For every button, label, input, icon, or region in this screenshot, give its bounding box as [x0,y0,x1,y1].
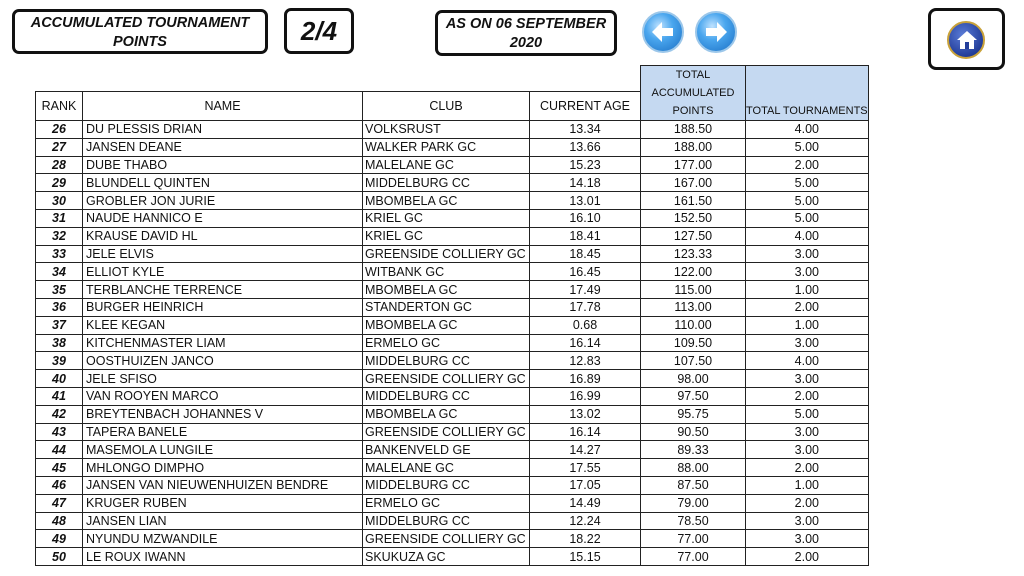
name-cell: JELE ELVIS [83,245,363,263]
table-row [36,441,869,459]
club-cell: MIDDELBURG CC [363,174,530,192]
pts-cell: 90.50 [641,423,746,441]
name-cell: MHLONGO DIMPHO [83,459,363,477]
title-line-1: ACCUMULATED TOURNAMENT [30,15,250,31]
age-cell: 0.68 [530,316,641,334]
table-row [36,494,869,512]
table-row [36,423,869,441]
table-row [36,121,869,139]
tournaments-header [746,66,869,121]
pts-cell: 77.00 [641,548,746,566]
pts-cell: 123.33 [641,245,746,263]
tour-cell: 1.00 [746,476,869,494]
table-row [36,370,869,388]
tour-cell: 4.00 [746,121,869,139]
tour-cell: 3.00 [746,263,869,281]
date-line-1: AS ON 06 SEPTEMBER [445,16,607,32]
rank-cell: 28 [36,156,83,174]
club-header: CLUB [363,92,530,121]
points-header [641,66,746,121]
rank-header: RANK [36,92,83,121]
table-row [36,245,869,263]
pts-cell: 109.50 [641,334,746,352]
right-arrow-icon [703,19,729,45]
tour-cell: 3.00 [746,245,869,263]
name-cell: LE ROUX IWANN [83,548,363,566]
age-cell: 15.23 [530,156,641,174]
tour-cell: 2.00 [746,298,869,316]
previous-page-button[interactable] [642,11,684,53]
rank-cell: 39 [36,352,83,370]
name-cell: NAUDE HANNICO E [83,209,363,227]
name-header: NAME [83,92,363,121]
age-cell: 17.49 [530,281,641,299]
rank-cell: 35 [36,281,83,299]
name-cell: NYUNDU MZWANDILE [83,530,363,548]
tour-cell: 2.00 [746,548,869,566]
rank-cell: 41 [36,387,83,405]
table-row [36,476,869,494]
tour-cell: 3.00 [746,334,869,352]
name-cell: JANSEN VAN NIEUWENHUIZEN BENDRE [83,476,363,494]
pts-cell: 87.50 [641,476,746,494]
tour-cell: 2.00 [746,494,869,512]
tour-cell: 5.00 [746,209,869,227]
rank-cell: 30 [36,192,83,210]
name-cell: TAPERA BANELE [83,423,363,441]
table-row [36,298,869,316]
name-cell: JELE SFISO [83,370,363,388]
club-cell: KRIEL GC [363,209,530,227]
club-cell: ERMELO GC [363,494,530,512]
name-cell: TERBLANCHE TERRENCE [83,281,363,299]
age-cell: 17.55 [530,459,641,477]
points-header-line-2: ACCUMULATED [651,87,735,99]
next-page-button[interactable] [695,11,737,53]
age-cell: 12.83 [530,352,641,370]
title-box [12,9,268,54]
rank-cell: 38 [36,334,83,352]
table-row [36,209,869,227]
club-cell: WITBANK GC [363,263,530,281]
tour-cell: 1.00 [746,281,869,299]
club-cell: BANKENVELD GE [363,441,530,459]
tour-cell: 2.00 [746,387,869,405]
points-header-line-1: TOTAL [675,69,711,81]
rank-cell: 31 [36,209,83,227]
home-circle [947,21,985,59]
club-cell: STANDERTON GC [363,298,530,316]
page-indicator: 2/4 [284,8,354,54]
tour-cell: 5.00 [746,138,869,156]
age-cell: 16.14 [530,334,641,352]
club-cell: MBOMBELA GC [363,316,530,334]
points-table [35,65,869,566]
age-cell: 16.10 [530,209,641,227]
rank-cell: 48 [36,512,83,530]
name-cell: ELLIOT KYLE [83,263,363,281]
table-row [36,512,869,530]
club-cell: MBOMBELA GC [363,405,530,423]
name-cell: KITCHENMASTER LIAM [83,334,363,352]
table-row [36,174,869,192]
table-row [36,263,869,281]
home-button[interactable] [928,8,1005,70]
table-row [36,192,869,210]
name-cell: KRUGER RUBEN [83,494,363,512]
age-cell: 14.49 [530,494,641,512]
pts-cell: 88.00 [641,459,746,477]
pts-cell: 161.50 [641,192,746,210]
name-cell: BLUNDELL QUINTEN [83,174,363,192]
age-cell: 13.01 [530,192,641,210]
rank-cell: 44 [36,441,83,459]
rank-cell: 42 [36,405,83,423]
age-cell: 13.66 [530,138,641,156]
pts-cell: 110.00 [641,316,746,334]
home-icon [955,28,979,52]
tour-cell: 5.00 [746,174,869,192]
club-cell: GREENSIDE COLLIERY GC [363,245,530,263]
table-row [36,281,869,299]
pts-cell: 152.50 [641,209,746,227]
name-cell: KLEE KEGAN [83,316,363,334]
pts-cell: 113.00 [641,298,746,316]
name-cell: GROBLER JON JURIE [83,192,363,210]
tour-cell: 3.00 [746,512,869,530]
pts-cell: 98.00 [641,370,746,388]
tour-cell: 3.00 [746,530,869,548]
age-cell: 16.89 [530,370,641,388]
tour-cell: 2.00 [746,156,869,174]
rank-cell: 40 [36,370,83,388]
tour-cell: 5.00 [746,405,869,423]
rank-cell: 49 [36,530,83,548]
rank-cell: 43 [36,423,83,441]
pts-cell: 188.50 [641,121,746,139]
age-header: CURRENT AGE [530,92,641,121]
pts-cell: 89.33 [641,441,746,459]
table-row [36,138,869,156]
name-cell: DU PLESSIS DRIAN [83,121,363,139]
name-cell: JANSEN LIAN [83,512,363,530]
pts-cell: 107.50 [641,352,746,370]
name-cell: OOSTHUIZEN JANCO [83,352,363,370]
title-line-2: POINTS [113,34,167,50]
club-cell: GREENSIDE COLLIERY GC [363,370,530,388]
age-cell: 12.24 [530,512,641,530]
club-cell: MALELANE GC [363,459,530,477]
club-cell: KRIEL GC [363,227,530,245]
age-cell: 16.45 [530,263,641,281]
rank-cell: 26 [36,121,83,139]
tour-cell: 3.00 [746,423,869,441]
tour-cell: 2.00 [746,459,869,477]
rank-cell: 47 [36,494,83,512]
club-cell: MIDDELBURG CC [363,352,530,370]
rank-cell: 34 [36,263,83,281]
age-cell: 14.27 [530,441,641,459]
name-cell: KRAUSE DAVID HL [83,227,363,245]
age-cell: 17.05 [530,476,641,494]
tour-cell: 1.00 [746,316,869,334]
club-cell: MIDDELBURG CC [363,512,530,530]
pts-cell: 97.50 [641,387,746,405]
table-row [36,405,869,423]
name-cell: BURGER HEINRICH [83,298,363,316]
table-row [36,548,869,566]
name-cell: VAN ROOYEN MARCO [83,387,363,405]
rank-cell: 36 [36,298,83,316]
name-cell: JANSEN DEANE [83,138,363,156]
pts-cell: 77.00 [641,530,746,548]
club-cell: GREENSIDE COLLIERY GC [363,530,530,548]
date-line-2: 2020 [509,35,543,51]
pts-cell: 188.00 [641,138,746,156]
club-cell: MBOMBELA GC [363,192,530,210]
rank-cell: 37 [36,316,83,334]
table-row [36,334,869,352]
rank-cell: 32 [36,227,83,245]
rank-cell: 29 [36,174,83,192]
age-cell: 17.78 [530,298,641,316]
name-cell: DUBE THABO [83,156,363,174]
table-row [36,227,869,245]
club-cell: MIDDELBURG CC [363,476,530,494]
club-cell: MBOMBELA GC [363,281,530,299]
club-cell: GREENSIDE COLLIERY GC [363,423,530,441]
club-cell: VOLKSRUST [363,121,530,139]
table-row [36,459,869,477]
table-row [36,316,869,334]
rank-cell: 50 [36,548,83,566]
club-cell: MALELANE GC [363,156,530,174]
age-cell: 18.41 [530,227,641,245]
tour-cell: 5.00 [746,192,869,210]
age-cell: 13.02 [530,405,641,423]
age-cell: 18.22 [530,530,641,548]
rank-cell: 46 [36,476,83,494]
club-cell: ERMELO GC [363,334,530,352]
club-cell: SKUKUZA GC [363,548,530,566]
table-row [36,530,869,548]
rank-cell: 27 [36,138,83,156]
tour-cell: 4.00 [746,352,869,370]
pts-cell: 95.75 [641,405,746,423]
age-cell: 16.99 [530,387,641,405]
table-row [36,387,869,405]
tour-cell: 3.00 [746,370,869,388]
rank-cell: 33 [36,245,83,263]
tour-cell: 4.00 [746,227,869,245]
pts-cell: 167.00 [641,174,746,192]
name-cell: BREYTENBACH JOHANNES V [83,405,363,423]
points-header-line-3: POINTS [672,105,714,117]
club-cell: WALKER PARK GC [363,138,530,156]
table-row [36,156,869,174]
age-cell: 13.34 [530,121,641,139]
age-cell: 15.15 [530,548,641,566]
club-cell: MIDDELBURG CC [363,387,530,405]
tournaments-header-label: TOTAL TOURNAMENTS [746,105,868,117]
age-cell: 18.45 [530,245,641,263]
pts-cell: 115.00 [641,281,746,299]
pts-cell: 122.00 [641,263,746,281]
tour-cell: 3.00 [746,441,869,459]
pts-cell: 79.00 [641,494,746,512]
pts-cell: 177.00 [641,156,746,174]
age-cell: 16.14 [530,423,641,441]
pts-cell: 127.50 [641,227,746,245]
age-cell: 14.18 [530,174,641,192]
rank-cell: 45 [36,459,83,477]
date-box [435,10,617,56]
name-cell: MASEMOLA LUNGILE [83,441,363,459]
table-row [36,352,869,370]
header-spacer [36,66,641,92]
left-arrow-icon [650,19,676,45]
pts-cell: 78.50 [641,512,746,530]
